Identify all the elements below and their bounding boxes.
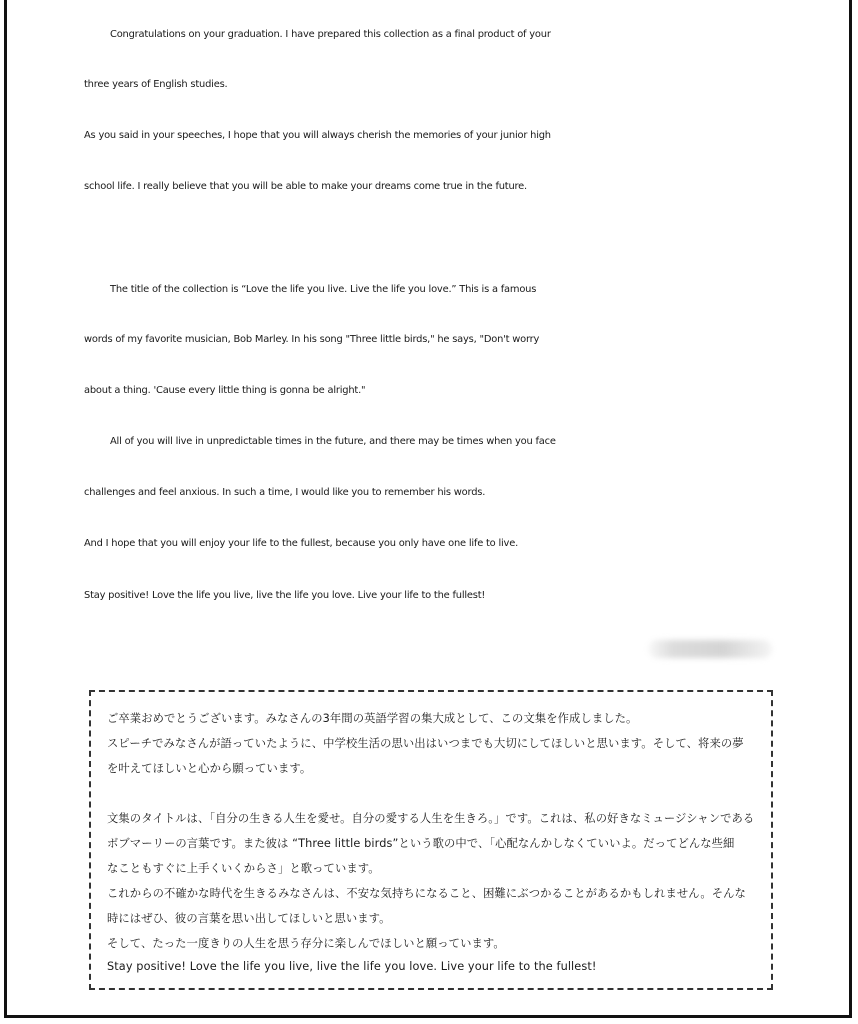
english-line: All of you will live in unpredictable times in the future, and there may be times when you face (110, 436, 556, 447)
japanese-translation-box (89, 690, 773, 990)
english-line: Congratulations on your graduation. I have prepared this collection as a final product of your (110, 29, 551, 40)
japanese-line: を叶えてほしいと心から願っています。 (107, 762, 312, 775)
english-line: challenges and feel anxious. In such a time, I would like you to remember his words. (84, 487, 486, 498)
english-line: Stay positive! Love the life you live, live the life you love. Live your life to the fullest! (84, 590, 486, 601)
english-line: And I hope that you will enjoy your life to the fullest, because you only have one life to live. (84, 538, 519, 549)
blurred-signature (648, 640, 772, 658)
japanese-line: スピーチでみなさんが語っていたように、中学校生活の思い出はいつまでも大切にしてほしいと思います。そして、将来の夢 (107, 737, 744, 750)
english-line: three years of English studies. (84, 79, 228, 90)
english-line: words of my favorite musician, Bob Marley. In his song "Three little birds," he says, "Don't worry (84, 334, 540, 345)
japanese-line: 時にはぜひ、彼の言葉を思い出してほしいと思います。 (107, 912, 391, 925)
japanese-line: ボブマーリーの言葉です。また彼は “Three little birds”という歌の中で、「心配なんかしなくていいよ。だってどんな些細 (107, 837, 735, 850)
japanese-line: 文集のタイトルは、「自分の生きる人生を愛せ。自分の愛する人生を生きろ。」です。これは、私の好きなミュージシャンである (107, 812, 755, 825)
english-line: school life. I really believe that you will be able to make your dreams come true in the future. (84, 181, 527, 192)
japanese-line: なこともすぐに上手くいくからさ」と歌っています。 (107, 862, 380, 875)
japanese-line: ご卒業おめでとうございます。みなさんの3年間の英語学習の集大成として、この文集を作成しました。 (107, 712, 638, 725)
english-line: As you said in your speeches, I hope that you will always cherish the memories of your junior high (84, 130, 551, 141)
english-line: about a thing. 'Cause every little thing is gonna be alright." (84, 385, 366, 396)
japanese-line: これからの不確かな時代を生きるみなさんは、不安な気持ちになること、困難にぶつかることがあるかもしれません。そんな (107, 887, 746, 900)
english-line: The title of the collection is “Love the life you live. Live the life you love.” This is a famous (110, 284, 537, 295)
japanese-line: そして、たった一度きりの人生を思う存分に楽しんでほしいと願っています。 (107, 937, 505, 950)
japanese-line: Stay positive! Love the life you live, live the life you love. Live your life to the fullest! (107, 960, 597, 973)
